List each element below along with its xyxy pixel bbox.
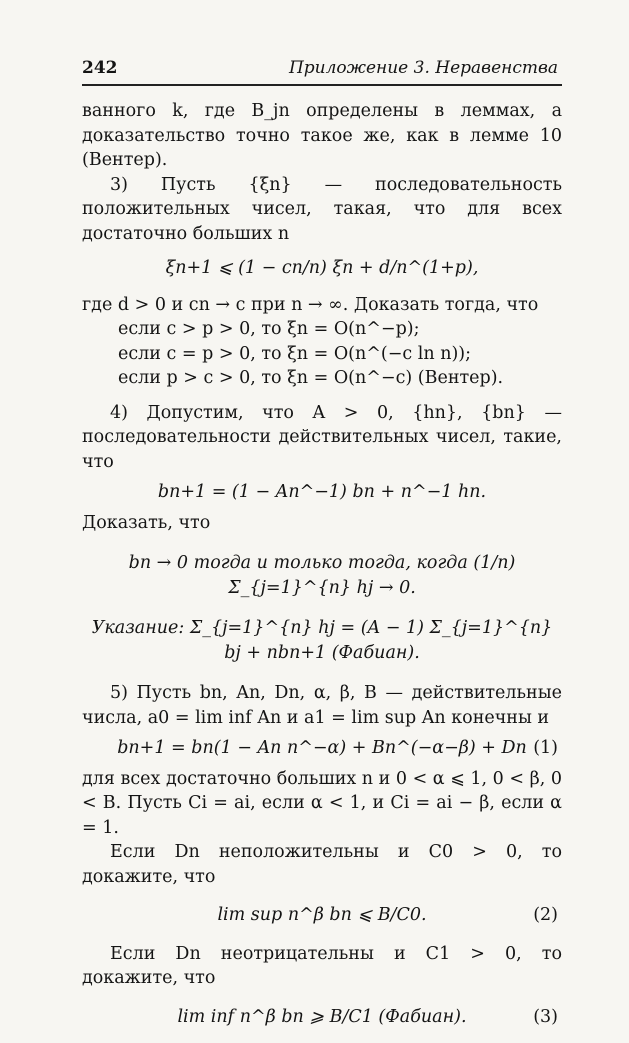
equation-b-recurrence-text: bn+1 = (1 − An^−1) bn + n^−1 hn. [157,482,487,502]
body-text [82,99,562,1029]
paragraph-prove: Доказать, что [82,512,211,533]
equation-2 [82,903,562,928]
equation-3-text: lim inf n^β bn ⩾ B/C1 (Фабиан). [177,1006,467,1027]
paragraph-condition-intro: где d > 0 и cn → c при n → ∞. Доказать тогда, что [82,294,539,315]
paragraph-item-5: 5) Пусть bn, An, Dn, α, β, B — действительные числа, a0 = lim inf An и a1 = lim sup An конечны и [82,683,562,728]
equation-1-text: bn+1 = bn(1 − An n^−α) + Bn^(−α−β) + Dn [117,738,527,758]
paragraph-conditions: для всех достаточно больших n и 0 < α ⩽ 1, 0 < β, 0 < B. Пусть Ci = ai, если α < 1, и Ci = ai − β, если α = 1. [82,768,562,838]
equation-number-3: (3) [533,1006,558,1027]
condition-case-1: если c > p > 0, то ξn = O(n^−p); [118,319,420,339]
paragraph-nonpositive: Если Dn неположительны и C0 > 0, то докажите, что [82,842,562,887]
equation-number-2: (2) [533,905,558,925]
equation-number-1: (1) [533,738,558,758]
running-header [82,58,562,86]
equation-iff-statement-text: bn → 0 тогда и только тогда, когда (1/n) Σ_{j=1}^{n} hj → 0. [128,553,516,598]
running-title: Приложение 3. Неравенства [288,58,558,78]
hint-text: Указание: Σ_{j=1}^{n} hj = (A − 1) Σ_{j=1}^{n} bj + nbn+1 (Фабиан). [91,618,553,663]
condition-case-2: если c = p > 0, то ξn = O(n^(−c ln n)); [118,343,472,364]
equation-1 [82,736,562,761]
paragraph-item-4: 4) Допустим, что A > 0, {hn}, {bn} — последовательности действительных чисел, такие, что [82,402,562,472]
paragraph-item-3: 3) Пусть {ξn} — последовательность положительных чисел, такая, что для всех достаточно больших n [82,174,562,244]
paragraph-nonnegative: Если Dn неотрицательны и C1 > 0, то докажите, что [82,943,562,988]
equation-iff-statement [82,551,562,600]
equation-xi-recurrence [82,256,562,281]
page-number: 242 [82,58,118,78]
equation-xi-recurrence-text: ξn+1 ⩽ (1 − cn/n) ξn + d/n^(1+p), [165,258,479,278]
paragraph-continuation: ванного k, где B_jn определены в леммах, а доказательство точно такое же, как в лемме 10 (Вентер). [82,101,562,170]
equation-2-text: lim sup n^β bn ⩽ B/C0. [217,905,427,925]
equation-b-recurrence [82,480,562,505]
hint-line [82,616,562,665]
equation-3 [82,1005,562,1030]
page [82,58,562,1043]
condition-case-3: если p > c > 0, то ξn = O(n^−c) (Вентер). [118,368,504,388]
